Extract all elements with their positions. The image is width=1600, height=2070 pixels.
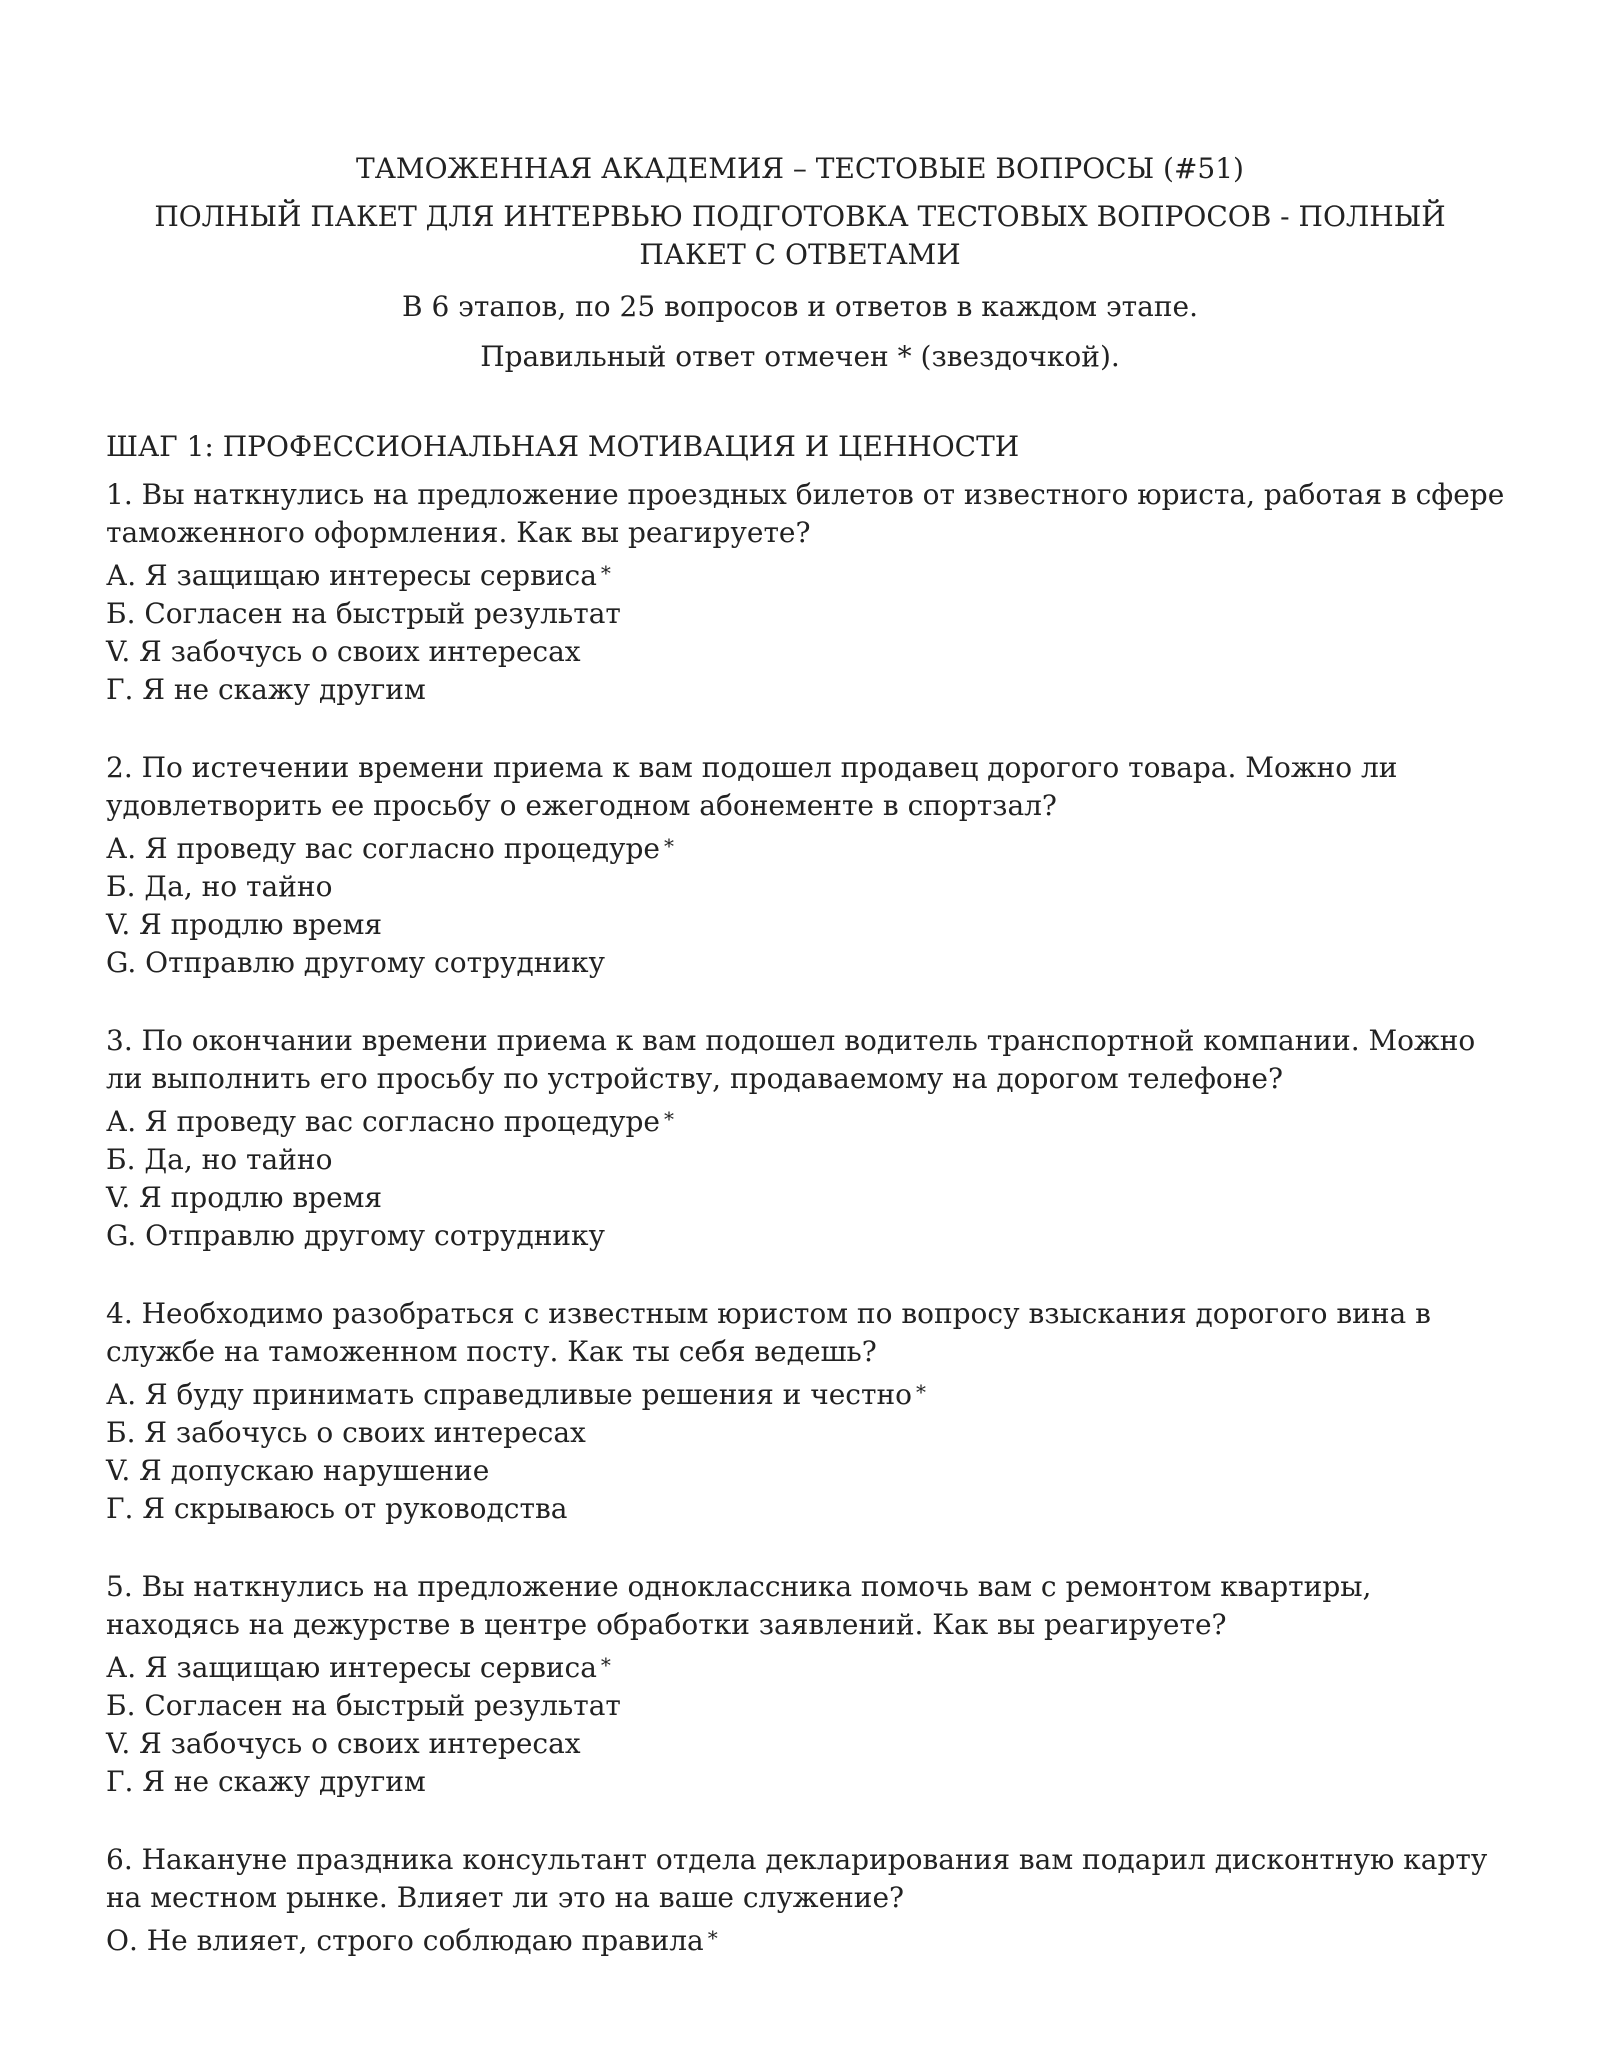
document-title: ТАМОЖЕННАЯ АКАДЕМИЯ – ТЕСТОВЫЕ ВОПРОСЫ (#51) [356,152,1244,185]
answer-option [106,1100,1506,1141]
answer-option [106,1452,1506,1490]
answer-option [106,1414,1506,1452]
answer-option [106,1646,1506,1687]
answer-option-text: V. Я забочусь о своих интересах [106,1727,581,1760]
question-4 [106,1295,1506,1528]
answer-option-text: Г. Я скрываюсь от руководства [106,1492,568,1525]
answer-option-text: V. Я забочусь о своих интересах [106,635,581,668]
answer-option-text: V. Я продлю время [106,908,383,941]
question-5 [106,1568,1506,1801]
answer-option [106,827,1506,868]
answer-option-text: А. Я проведу вас согласно процедуре [106,1105,660,1138]
question-text: 2. По истечении времени приема к вам подошел продавец дорогого товара. Можно ли удовлетворить ее просьбу о ежегодном абонементе в спортзал? [106,751,1398,822]
answer-option-text: О. Не влияет, строго соблюдаю правила [106,1924,704,1957]
question-3 [106,1022,1506,1255]
question-text: 5. Вы наткнулись на предложение одноклассника помочь вам с ремонтом квартиры, находясь на дежурстве в центре обработки заявлений. Как вы реагируете? [106,1570,1372,1641]
answer-key-note: Правильный ответ отмечен * (звездочкой). [480,340,1120,373]
answer-option [106,554,1506,595]
answer-option [106,1763,1506,1801]
answer-option-text: V. Я продлю время [106,1181,383,1214]
document-subtitle: ПОЛНЫЙ ПАКЕТ ДЛЯ ИНТЕРВЬЮ ПОДГОТОВКА ТЕСТОВЫХ ВОПРОСОВ - ПОЛНЫЙ ПАКЕТ С ОТВЕТАМИ [154,200,1446,271]
question-text: 3. По окончании времени приема к вам подошел водитель транспортной компании. Можно ли выполнить его просьбу по устройству, продаваемому на дорогом телефоне? [106,1024,1476,1095]
answer-option [106,1141,1506,1179]
answer-option-text: Б. Да, но тайно [106,870,333,903]
answer-option-text: А. Я защищаю интересы сервиса [106,559,597,592]
correct-answer-marker: * [707,1926,718,1950]
step-heading: ШАГ 1: ПРОФЕССИОНАЛЬНАЯ МОТИВАЦИЯ И ЦЕННОСТИ [106,430,1020,463]
answer-option [106,1179,1506,1217]
document-intro: В 6 этапов, по 25 вопросов и ответов в каждом этапе. [401,290,1198,323]
document-body [106,428,1506,2000]
question-2 [106,749,1506,982]
answer-option [106,595,1506,633]
answer-option [106,1217,1506,1255]
answer-option-text: Б. Согласен на быстрый результат [106,1689,621,1722]
question-1 [106,476,1506,709]
answer-option-text: G. Отправлю другому сотруднику [106,946,606,979]
answer-option [106,1725,1506,1763]
correct-answer-marker: * [600,561,611,585]
answer-option-text: Б. Согласен на быстрый результат [106,597,621,630]
answer-option [106,906,1506,944]
question-text: 4. Необходимо разобраться с известным юристом по вопросу взыскания дорогого вина в службе на таможенном посту. Как ты себя ведешь? [106,1297,1431,1368]
answer-option [106,1919,1506,1960]
question-text: 6. Накануне праздника консультант отдела декларирования вам подарил дисконтную карту на местном рынке. Влияет ли это на ваше служение? [106,1843,1488,1914]
correct-answer-marker: * [663,834,674,858]
answer-option [106,1490,1506,1528]
answer-option [106,868,1506,906]
answer-option [106,1373,1506,1414]
answer-option-text: Б. Я забочусь о своих интересах [106,1416,586,1449]
answer-option [106,944,1506,982]
answer-option [106,633,1506,671]
document-header [100,150,1500,376]
answer-option [106,1687,1506,1725]
answer-option [106,671,1506,709]
answer-option-text: А. Я проведу вас согласно процедуре [106,832,660,865]
correct-answer-marker: * [600,1653,611,1677]
question-6 [106,1841,1506,1960]
answer-option-text: G. Отправлю другому сотруднику [106,1219,606,1252]
answer-option-text: Г. Я не скажу другим [106,673,426,706]
answer-option-text: А. Я буду принимать справедливые решения и честно [106,1378,912,1411]
correct-answer-marker: * [663,1107,674,1131]
correct-answer-marker: * [915,1380,926,1404]
answer-option-text: Б. Да, но тайно [106,1143,333,1176]
question-text: 1. Вы наткнулись на предложение проездных билетов от известного юриста, работая в сфере таможенного оформления. Как вы реагируете? [106,478,1505,549]
answer-option-text: А. Я защищаю интересы сервиса [106,1651,597,1684]
answer-option-text: Г. Я не скажу другим [106,1765,426,1798]
answer-option-text: V. Я допускаю нарушение [106,1454,490,1487]
